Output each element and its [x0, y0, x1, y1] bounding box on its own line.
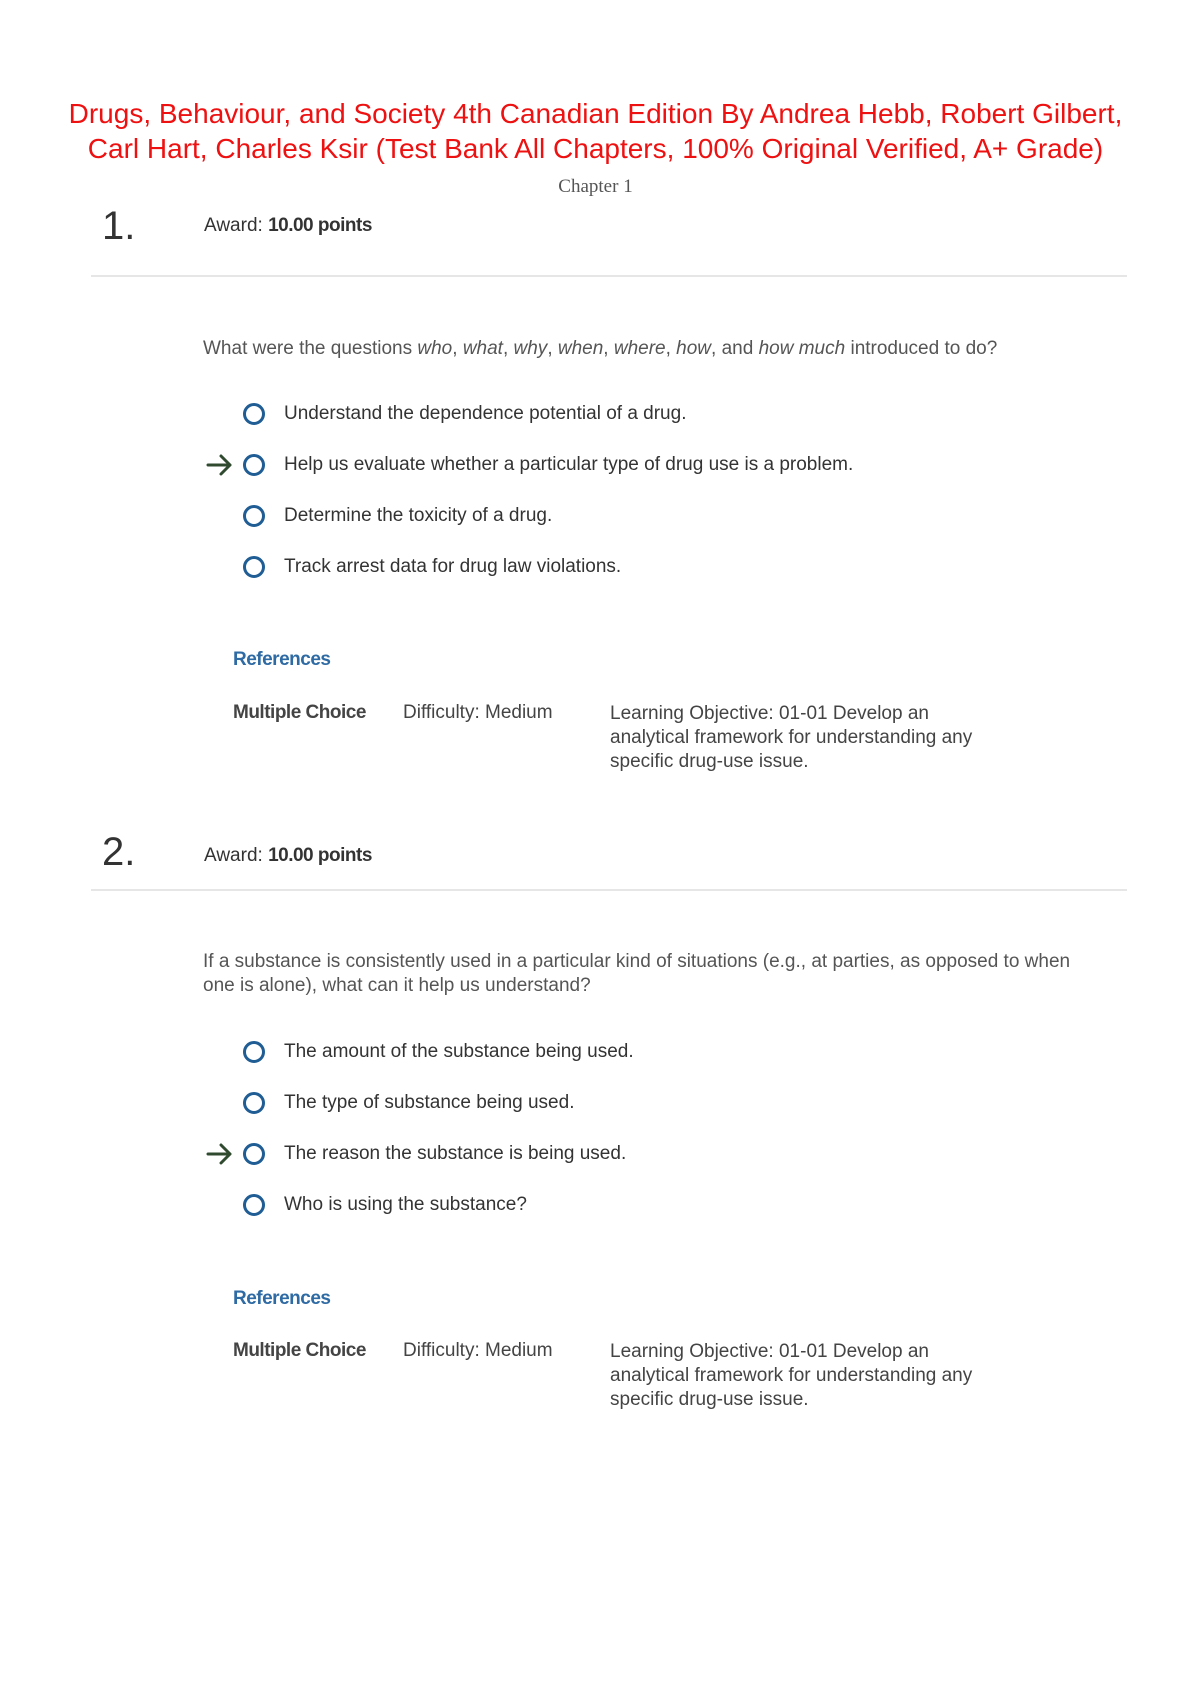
correct-answer-arrow-icon	[206, 450, 234, 480]
answer-option[interactable]	[243, 1037, 634, 1067]
question-text-part: who	[417, 338, 453, 359]
question-text-part: how	[676, 338, 712, 359]
question-text-part: ,	[603, 338, 614, 359]
answer-option-label: The reason the substance is being used.	[284, 1143, 627, 1164]
award-points	[204, 215, 372, 237]
question-text-part: , and	[711, 338, 759, 359]
answer-option[interactable]	[243, 450, 853, 480]
answer-option-label: Determine the toxicity of a drug.	[284, 505, 553, 526]
references-heading: References	[233, 1288, 331, 1309]
question-text-part: where	[613, 338, 666, 359]
award-label: Award:	[204, 845, 263, 866]
question-text-part: introduced to do?	[845, 338, 998, 359]
difficulty: Difficulty: Medium	[403, 702, 553, 723]
question-text-part: when	[557, 338, 604, 359]
answer-option-label: Understand the dependence potential of a drug.	[284, 403, 687, 424]
question-text-part: What were the questions	[203, 338, 418, 359]
answer-option[interactable]	[243, 552, 621, 582]
correct-answer-arrow-icon	[206, 1139, 234, 1169]
document-title: Drugs, Behaviour, and Society 4th Canadian Edition By Andrea Hebb, Robert Gilbert, Carl Hart, Charles Ksir (Test Bank All Chapters, 100% Original Verified, A+ Grade)	[68, 98, 1123, 164]
answer-option[interactable]	[243, 1139, 626, 1169]
question-text: If a substance is consistently used in a particular kind of situations (e.g., at parties, as opposed to when one is alone), what can it help us understand?	[203, 951, 1071, 996]
answer-option-label: Help us evaluate whether a particular type of drug use is a problem.	[284, 454, 854, 475]
answer-option[interactable]	[243, 1088, 574, 1118]
radio-button[interactable]	[243, 505, 265, 527]
question-text	[203, 337, 1103, 361]
divider	[91, 889, 1127, 891]
award-points	[204, 845, 372, 867]
question-type: Multiple Choice	[233, 702, 366, 723]
radio-button[interactable]	[243, 1143, 265, 1165]
radio-button[interactable]	[243, 1041, 265, 1063]
question-number: 2.	[102, 830, 136, 874]
radio-button[interactable]	[243, 403, 265, 425]
answer-option[interactable]	[243, 399, 686, 429]
answer-option-label: Track arrest data for drug law violations.	[284, 556, 622, 577]
question-text-part: what	[462, 338, 503, 359]
question-text-part: ,	[547, 338, 558, 359]
divider	[91, 275, 1127, 277]
answer-option[interactable]	[243, 501, 552, 531]
question-text-part: how much	[758, 338, 846, 359]
chapter-heading: Chapter 1	[558, 176, 633, 197]
question-type: Multiple Choice	[233, 1340, 366, 1361]
question-text-part: ,	[665, 338, 677, 359]
question-text-part: ,	[452, 338, 463, 359]
points-value: 10.00 points	[268, 845, 372, 866]
answer-option-label: Who is using the substance?	[284, 1194, 527, 1215]
radio-button[interactable]	[243, 1092, 265, 1114]
radio-button[interactable]	[243, 454, 265, 476]
award-label: Award:	[204, 215, 263, 236]
difficulty: Difficulty: Medium	[403, 1340, 553, 1361]
answer-option-label: The amount of the substance being used.	[284, 1041, 634, 1062]
learning-objective: Learning Objective: 01-01 Develop an analytical framework for understanding any specific drug-use issue.	[610, 703, 973, 772]
question-text-part: why	[513, 338, 548, 359]
answer-option-label: The type of substance being used.	[284, 1092, 575, 1113]
question-number: 1.	[102, 204, 136, 248]
radio-button[interactable]	[243, 556, 265, 578]
question-text-part: ,	[502, 338, 514, 359]
references-heading: References	[233, 649, 331, 670]
radio-button[interactable]	[243, 1194, 265, 1216]
learning-objective: Learning Objective: 01-01 Develop an analytical framework for understanding any specific drug-use issue.	[610, 1341, 973, 1410]
answer-option[interactable]	[243, 1190, 527, 1220]
points-value: 10.00 points	[268, 215, 372, 236]
